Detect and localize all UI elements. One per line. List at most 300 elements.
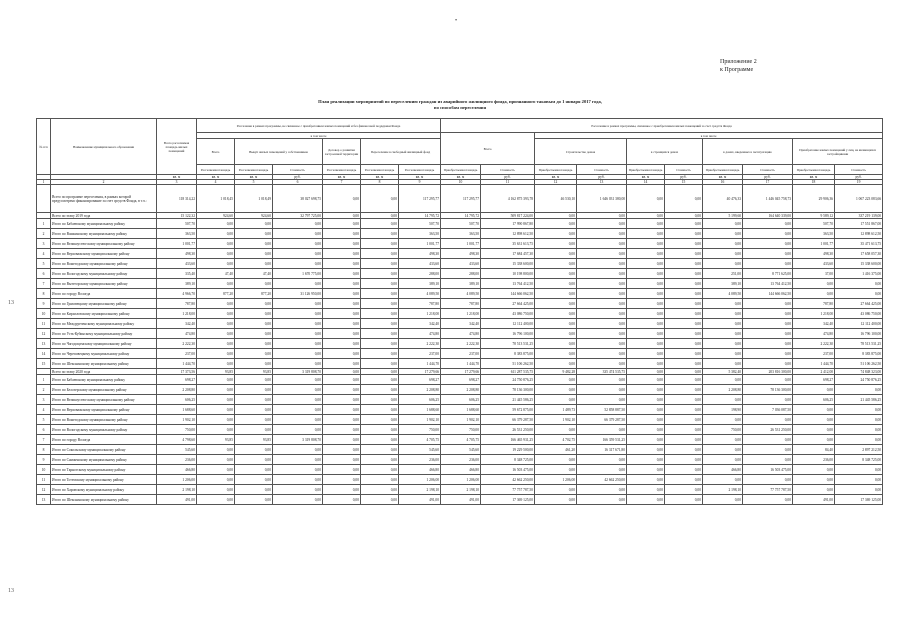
value-cell: 0,00 [665,395,703,405]
value-cell: 0,00 [197,279,235,289]
unit-cell: кв. м [793,175,835,180]
subheader: Стоимость [577,165,627,175]
value-cell: 0,00 [197,495,235,505]
value-cell: 0,00 [577,329,627,339]
value-cell: 117 295,77 [441,185,481,213]
value-cell: 0,00 [273,395,323,405]
unit-cell: руб. [577,175,627,180]
header-section-2: Расселение в рамках программы, связанное с приобретением жилых помещений за счет средств Фонда [441,119,883,133]
subheader: Расселяемая площадь [361,165,399,175]
value-cell: 0,00 [273,279,323,289]
table-row [37,289,883,299]
value-cell: 466,80 [441,465,481,475]
municipality-name: Итого по Великоустюгскому муниципальному району [51,239,157,249]
value-cell: 0,00 [703,219,743,229]
value-cell: 0,00 [535,465,577,475]
value-cell: 342,40 [441,319,481,329]
value-cell: 24 750 876,25 [481,375,535,385]
value-cell: 0,00 [323,385,361,395]
table-row [37,415,883,425]
value-cell: 2 208,80 [703,385,743,395]
value-cell: 51 106 262,50 [481,359,535,369]
value-cell: 47,40 [235,269,273,279]
value-cell: 0,00 [627,259,665,269]
municipality-name: Итого по Чагодощенскому муниципальному району [51,339,157,349]
unit-cell: кв. м [235,175,273,180]
value-cell: 0,00 [703,475,743,485]
value-cell: 5 382,40 [703,369,743,375]
value-cell: 0,00 [627,319,665,329]
value-cell: 24 750 876,25 [835,375,883,385]
value-cell: 0,00 [323,369,361,375]
municipality-name: Итого по Белозерскому муниципальному району [51,385,157,395]
value-cell: 342,40 [793,319,835,329]
value-cell: 433,60 [157,259,197,269]
value-cell: 0,00 [273,375,323,385]
value-cell: 750,00 [157,425,197,435]
value-cell: 0,00 [361,375,399,385]
value-cell: 0,00 [627,445,665,455]
row-number: 3 [37,395,51,405]
value-cell: 237,00 [157,349,197,359]
value-cell: 1 446 045 758,73 [743,185,793,213]
municipality-name: Итого по Харовскому муниципальному району [51,485,157,495]
value-cell: 43 086 750,00 [835,309,883,319]
value-cell: 1 902,10 [399,415,441,425]
value-cell: 0,00 [361,299,399,309]
value-cell: 509 817 224,00 [481,213,535,219]
value-cell: 491,00 [157,495,197,505]
value-cell: 0,00 [577,299,627,309]
value-cell: 236,00 [793,455,835,465]
value-cell: 0,00 [627,229,665,239]
value-cell: 0,00 [665,475,703,485]
value-cell: 0,00 [235,485,273,495]
value-cell: 1 001,77 [793,239,835,249]
value-cell: 1 001,77 [157,239,197,249]
value-cell: 606,25 [793,395,835,405]
value-cell: 0,00 [627,495,665,505]
value-cell: 0,00 [665,239,703,249]
value-cell: 611 287 535,75 [481,369,535,375]
value-cell: 17 373,56 [157,369,197,375]
value-cell: 0,00 [703,309,743,319]
table-row [37,465,883,475]
value-cell: 0,00 [627,485,665,495]
value-cell: 0,00 [743,259,793,269]
value-cell: 166 359 531,25 [577,435,627,445]
value-cell: 27 664 425,00 [481,299,535,309]
value-cell: 545,60 [399,445,441,455]
value-cell: 0,00 [197,359,235,369]
value-cell: 12 112 400,00 [835,319,883,329]
header-name: Наименование муниципального образования [51,119,157,175]
value-cell: 46 530,10 [535,185,577,213]
value-cell: 0,00 [835,415,883,425]
value-cell: 0,00 [703,359,743,369]
column-number-cell: 13 [577,180,627,185]
value-cell: 0,00 [535,319,577,329]
value-cell: 9 482,28 [535,369,577,375]
value-cell: 0,00 [361,369,399,375]
row-number: 2 [37,229,51,239]
table-row [37,319,883,329]
row-number: 12 [37,485,51,495]
value-cell: 491,00 [793,495,835,505]
value-cell: 21 445 586,25 [835,395,883,405]
value-cell: 1 206,00 [157,475,197,485]
value-cell: 0,00 [273,259,323,269]
value-cell: 0,00 [323,229,361,239]
value-cell: 0,00 [235,239,273,249]
value-cell: 0,00 [235,425,273,435]
value-cell: 0,00 [577,495,627,505]
value-cell: 0,00 [323,329,361,339]
value-cell: 0,00 [627,369,665,375]
value-cell: 0,00 [665,445,703,455]
value-cell: 93,85 [235,435,273,445]
value-cell: 0,00 [323,455,361,465]
value-cell: 0,00 [665,385,703,395]
row-number: 10 [37,465,51,475]
value-cell: 0,00 [577,455,627,465]
value-cell: 0,00 [535,349,577,359]
value-cell: 0,00 [793,465,835,475]
value-cell: 0,00 [743,445,793,455]
value-cell: 0,00 [627,269,665,279]
value-cell: 0,00 [235,229,273,239]
value-cell: 42 662 250,00 [577,475,627,485]
value-cell: 0,00 [627,359,665,369]
value-cell: 0,00 [235,445,273,455]
value-cell: 335,40 [157,269,197,279]
value-cell: 93,85 [197,369,235,375]
value-cell: 0,00 [665,213,703,219]
subheader: Расселяемая площадь [399,165,441,175]
value-cell: 16 796 100,00 [835,329,883,339]
value-cell: 0,00 [627,465,665,475]
value-cell: 0,00 [197,385,235,395]
value-cell: 0,00 [627,395,665,405]
value-cell: 389,10 [703,279,743,289]
value-cell: 0,00 [835,465,883,475]
unit-cell: кв. м [323,175,361,180]
value-cell: 0,00 [235,319,273,329]
value-cell: 29 906,36 [793,185,835,213]
header-total-area: Всего расселяемая площадь жилых помещений [157,119,197,175]
value-cell: 0,00 [235,385,273,395]
value-cell: 0,00 [577,349,627,359]
value-cell: 251,00 [703,269,743,279]
table-row [37,435,883,445]
value-cell: 0,00 [627,435,665,445]
value-cell: 0,00 [235,299,273,309]
value-cell: 0,00 [535,299,577,309]
value-cell: 698,27 [441,375,481,385]
value-cell: 8 348 725,00 [835,455,883,465]
value-cell: 1 902,10 [157,415,197,425]
value-cell: 337 219 139,00 [835,213,883,219]
value-cell: 1 688,60 [399,405,441,415]
value-cell: 0,00 [361,415,399,425]
value-cell: 288,00 [441,269,481,279]
municipality-name: Итого по Усть-Кубинскому муниципальному району [51,329,157,339]
value-cell: 0,00 [743,249,793,259]
value-cell: 26 531 250,00 [481,425,535,435]
value-cell: 0,00 [577,425,627,435]
value-cell: 0,00 [577,269,627,279]
table-row [37,339,883,349]
value-cell: 8 348 725,00 [481,455,535,465]
value-cell: 0,00 [361,309,399,319]
value-cell: 0,00 [577,213,627,219]
value-cell: 0,00 [577,289,627,299]
row-number: 5 [37,259,51,269]
value-cell: 0,00 [361,435,399,445]
value-cell: 0,00 [703,259,743,269]
value-cell: 0,00 [235,475,273,485]
value-cell: 389,10 [441,279,481,289]
value-cell: 77 757 787,50 [743,485,793,495]
value-cell: 2 208,80 [441,385,481,395]
value-cell: 342,40 [157,319,197,329]
value-cell: 237,00 [793,349,835,359]
value-cell: 606,25 [157,395,197,405]
value-cell: 0,00 [665,249,703,259]
value-cell: 1 646 031 380,00 [577,185,627,213]
value-cell: 19 229 500,00 [481,445,535,455]
value-cell: 0,00 [835,405,883,415]
value-cell: 13 764 412,50 [481,279,535,289]
municipality-name: Итого по Сокольскому муниципальному району [51,445,157,455]
value-cell: 15 122,32 [157,213,197,219]
value-cell: 0,00 [273,329,323,339]
column-number-cell: 10 [441,180,481,185]
value-cell: 0,00 [577,229,627,239]
header-build: Строительство домов [535,139,627,165]
value-cell: 0,00 [743,435,793,445]
value-cell: 0,00 [743,475,793,485]
value-cell: 0,00 [235,259,273,269]
value-cell: 0,00 [703,495,743,505]
value-cell: 16 503 475,00 [481,465,535,475]
value-cell: 0,00 [793,279,835,289]
value-cell: 1 444,70 [157,359,197,369]
municipality-name: Итого по Череповецкому муниципальному району [51,349,157,359]
value-cell: 0,00 [665,435,703,445]
value-cell: 0,00 [703,229,743,239]
column-number-cell: 18 [793,180,835,185]
value-cell: 1 444,70 [399,359,441,369]
unit-cell: руб. [743,175,793,180]
value-cell: 38 027 698,75 [273,185,323,213]
column-number-cell: 9 [399,180,441,185]
value-cell: 78 136 300,00 [481,385,535,395]
value-cell: 1 206,00 [535,475,577,485]
value-cell: 17 279,66 [441,369,481,375]
subheader: Приобретаемая площадь [441,165,481,175]
value-cell: 0,00 [361,359,399,369]
value-cell: 59 672 875,00 [481,405,535,415]
value-cell: 0,00 [577,395,627,405]
value-cell: 0,00 [743,329,793,339]
value-cell: 0,00 [743,359,793,369]
value-cell: 433,60 [793,259,835,269]
value-cell: 363,50 [793,229,835,239]
table-row [37,309,883,319]
value-cell: 0,00 [743,219,793,229]
municipality-name: Итого по Вожегодскому муниципальному району [51,415,157,425]
value-cell: 0,00 [535,485,577,495]
value-cell: 4 089,50 [703,289,743,299]
value-cell: 0,00 [793,415,835,425]
unit-cell: кв. м [627,175,665,180]
unit-cell: руб. [481,175,535,180]
value-cell: 1 688,60 [157,405,197,415]
value-cell: 0,00 [577,359,627,369]
value-cell: 84,40 [793,445,835,455]
row-number: 15 [37,359,51,369]
value-cell: 1 206,00 [441,475,481,485]
value-cell: 14 795,72 [441,213,481,219]
value-cell: 0,00 [361,249,399,259]
value-cell: 606,25 [441,395,481,405]
value-cell: 0,00 [703,375,743,385]
row-number: 4 [37,249,51,259]
value-cell: 3 319 808,70 [273,435,323,445]
value-cell: 0,00 [535,219,577,229]
value-cell: 0,00 [361,385,399,395]
value-cell: 0,00 [235,375,273,385]
value-cell: 17 684 457,30 [481,249,535,259]
value-cell: 0,00 [577,465,627,475]
value-cell: 342,40 [399,319,441,329]
column-number-cell: 3 [157,180,197,185]
value-cell: 0,00 [535,259,577,269]
value-cell: 498,30 [399,249,441,259]
value-cell: 0,00 [665,185,703,213]
value-cell: 0,00 [235,465,273,475]
value-cell: 335 474 535,75 [577,369,627,375]
table-row [37,385,883,395]
header-section-1-sub: в том числе [197,133,441,139]
value-cell: 0,00 [197,395,235,405]
subheader: Расселяемая площадь [235,165,273,175]
value-cell: 0,00 [273,465,323,475]
value-cell: 0,00 [743,415,793,425]
table-row [37,455,883,465]
value-cell: 0,00 [665,465,703,475]
value-cell: 2 198,10 [441,485,481,495]
column-number-cell: 5 [235,180,273,185]
value-cell: 433,60 [399,259,441,269]
value-cell: 0,00 [361,259,399,269]
municipality-name: Итого по Бабаевскому муниципальному району [51,375,157,385]
header-section-2-sub: в том числе [535,133,883,139]
municipality-name: Итого по Сямженскому муниципальному району [51,455,157,465]
unit-cell: кв. м [197,175,235,180]
table-row [37,445,883,455]
value-cell: 0,00 [535,329,577,339]
value-cell: 26 531 250,00 [743,425,793,435]
value-cell: 0,00 [197,485,235,495]
value-cell: 0,00 [627,339,665,349]
table-row [37,269,883,279]
value-cell: 0,00 [197,455,235,465]
value-cell: 1 416 375,00 [835,269,883,279]
value-cell: 698,27 [157,375,197,385]
value-cell: 0,00 [197,405,235,415]
value-cell: 498,30 [793,249,835,259]
value-cell: 0,00 [665,405,703,415]
value-cell: 698,27 [793,375,835,385]
value-cell: 47,40 [197,269,235,279]
value-cell: 389,10 [399,279,441,289]
municipality-name: Всего по этапу 2019 года [51,213,157,219]
value-cell: 0,00 [323,279,361,289]
page-dot: • [455,18,458,24]
value-cell: 17 369 125,00 [481,495,535,505]
value-cell: 0,00 [743,495,793,505]
row-number: 9 [37,299,51,309]
value-cell: 0,00 [197,299,235,309]
value-cell: 16 503 475,00 [743,465,793,475]
municipality-name: Итого по Тотемскому муниципальному району [51,475,157,485]
value-cell: 0,00 [273,415,323,425]
value-cell: 0,00 [323,249,361,259]
value-cell: 8 771 625,00 [743,269,793,279]
value-cell: 0,00 [793,425,835,435]
municipality-name: Итого по Вологодскому муниципальному району [51,425,157,435]
value-cell: 498,30 [441,249,481,259]
unit-cell: кв. м [399,175,441,180]
value-cell: 51 106 262,50 [835,359,883,369]
value-cell: 0,00 [361,349,399,359]
row-number: 7 [37,435,51,445]
value-cell: 0,00 [323,339,361,349]
row-number [37,185,51,213]
value-cell: 144 666 062,50 [481,289,535,299]
value-cell: 545,60 [441,445,481,455]
value-cell: 237,00 [399,349,441,359]
value-cell: 0,00 [577,239,627,249]
header-buy-other: Приобретение жилых помещений у лиц, не являющихся застройщиками [793,139,883,165]
municipality-name: Итого по Шекснинскому муниципальному району [51,495,157,505]
value-cell: 0,00 [273,319,323,329]
value-cell: 1 902,10 [441,415,481,425]
value-cell: 0,00 [703,445,743,455]
value-cell: 0,00 [273,339,323,349]
value-cell: 0,00 [627,349,665,359]
value-cell: 0,00 [323,425,361,435]
value-cell: 0,00 [323,435,361,445]
column-number-cell: 19 [835,180,883,185]
column-number-cell: 6 [273,180,323,185]
value-cell: 0,00 [235,495,273,505]
header-no: № п/п [37,119,51,175]
unit-cell: руб. [835,175,883,180]
value-cell: 0,00 [361,485,399,495]
value-cell: 0,00 [197,219,235,229]
table-row [37,239,883,249]
value-cell: 0,00 [703,249,743,259]
value-cell: 0,00 [577,249,627,259]
value-cell: 0,00 [273,359,323,369]
value-cell: 2 198,10 [399,485,441,495]
value-cell: 198,90 [703,405,743,415]
value-cell: 0,00 [743,319,793,329]
value-cell: 0,00 [577,485,627,495]
